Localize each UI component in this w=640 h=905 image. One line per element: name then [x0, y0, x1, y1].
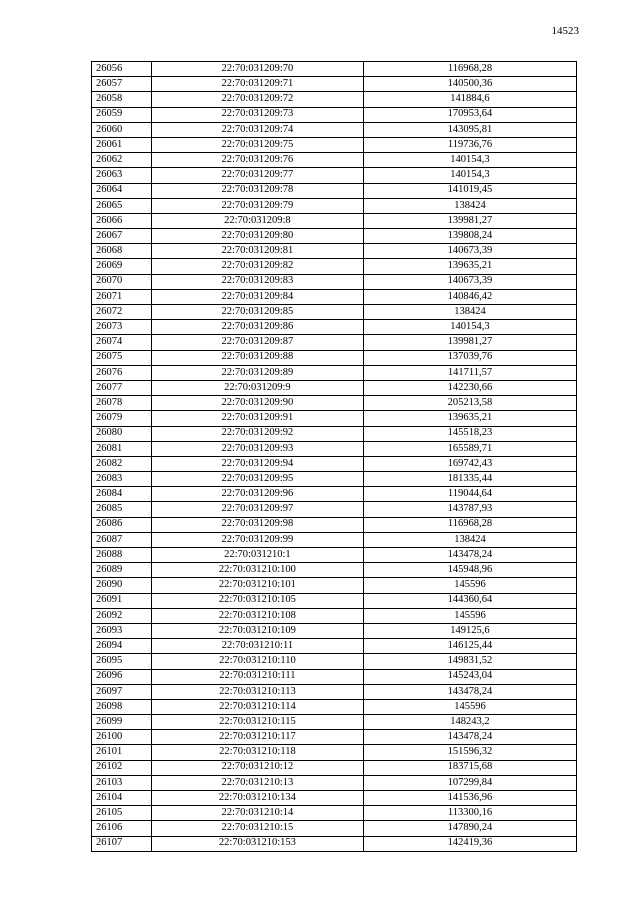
table-row	[92, 578, 577, 593]
value-cell: 142419,36	[363, 836, 576, 851]
table-row	[92, 517, 577, 532]
table-row	[92, 183, 577, 198]
table-row	[92, 380, 577, 395]
cadastral-number-cell: 22:70:031209:73	[151, 107, 363, 122]
cadastral-number-cell: 22:70:031209:71	[151, 77, 363, 92]
table-row	[92, 274, 577, 289]
value-cell: 148243,2	[363, 715, 576, 730]
value-cell: 143478,24	[363, 548, 576, 563]
table-row	[92, 836, 577, 851]
cadastral-number-cell: 22:70:031210:134	[151, 791, 363, 806]
table-row	[92, 350, 577, 365]
row-number-cell: 26057	[92, 77, 152, 92]
cadastral-number-cell: 22:70:031210:114	[151, 699, 363, 714]
cadastral-number-cell: 22:70:031209:9	[151, 380, 363, 395]
row-number-cell: 26065	[92, 198, 152, 213]
value-cell: 144360,64	[363, 593, 576, 608]
row-number-cell: 26073	[92, 320, 152, 335]
table-row	[92, 699, 577, 714]
value-cell: 140154,3	[363, 168, 576, 183]
value-cell: 140673,39	[363, 244, 576, 259]
value-cell: 141884,6	[363, 92, 576, 107]
value-cell: 107299,84	[363, 775, 576, 790]
table-row	[92, 320, 577, 335]
cadastral-number-cell: 22:70:031209:74	[151, 122, 363, 137]
row-number-cell: 26102	[92, 760, 152, 775]
value-cell: 116968,28	[363, 517, 576, 532]
table-row	[92, 396, 577, 411]
value-cell: 145596	[363, 699, 576, 714]
cadastral-number-cell: 22:70:031209:95	[151, 472, 363, 487]
cadastral-number-cell: 22:70:031210:15	[151, 821, 363, 836]
cadastral-number-cell: 22:70:031209:78	[151, 183, 363, 198]
row-number-cell: 26078	[92, 396, 152, 411]
cadastral-number-cell: 22:70:031210:14	[151, 806, 363, 821]
table-row	[92, 548, 577, 563]
cadastral-number-cell: 22:70:031209:70	[151, 62, 363, 77]
table-row	[92, 198, 577, 213]
value-cell: 145596	[363, 608, 576, 623]
row-number-cell: 26094	[92, 639, 152, 654]
table-row	[92, 365, 577, 380]
data-table	[91, 61, 577, 852]
cadastral-number-cell: 22:70:031209:88	[151, 350, 363, 365]
row-number-cell: 26092	[92, 608, 152, 623]
row-number-cell: 26056	[92, 62, 152, 77]
table-row	[92, 563, 577, 578]
cadastral-number-cell: 22:70:031210:109	[151, 623, 363, 638]
value-cell: 169742,43	[363, 456, 576, 471]
value-cell: 113300,16	[363, 806, 576, 821]
value-cell: 116968,28	[363, 62, 576, 77]
cadastral-number-cell: 22:70:031209:8	[151, 213, 363, 228]
value-cell: 145948,96	[363, 563, 576, 578]
row-number-cell: 26081	[92, 441, 152, 456]
row-number-cell: 26095	[92, 654, 152, 669]
cadastral-number-cell: 22:70:031210:113	[151, 684, 363, 699]
table-row	[92, 244, 577, 259]
table-row	[92, 806, 577, 821]
row-number-cell: 26104	[92, 791, 152, 806]
row-number-cell: 26090	[92, 578, 152, 593]
value-cell: 147890,24	[363, 821, 576, 836]
value-cell: 138424	[363, 305, 576, 320]
row-number-cell: 26064	[92, 183, 152, 198]
cadastral-number-cell: 22:70:031209:83	[151, 274, 363, 289]
row-number-cell: 26076	[92, 365, 152, 380]
table-row	[92, 153, 577, 168]
table-row	[92, 77, 577, 92]
value-cell: 181335,44	[363, 472, 576, 487]
table-row	[92, 608, 577, 623]
row-number-cell: 26074	[92, 335, 152, 350]
value-cell: 142230,66	[363, 380, 576, 395]
table-row	[92, 92, 577, 107]
cadastral-number-cell: 22:70:031209:99	[151, 532, 363, 547]
table-row	[92, 745, 577, 760]
row-number-cell: 26067	[92, 229, 152, 244]
value-cell: 149831,52	[363, 654, 576, 669]
value-cell: 141536,96	[363, 791, 576, 806]
cadastral-number-cell: 22:70:031209:82	[151, 259, 363, 274]
row-number-cell: 26085	[92, 502, 152, 517]
value-cell: 170953,64	[363, 107, 576, 122]
row-number-cell: 26072	[92, 305, 152, 320]
value-cell: 119736,76	[363, 137, 576, 152]
row-number-cell: 26080	[92, 426, 152, 441]
table-row	[92, 335, 577, 350]
value-cell: 145243,04	[363, 669, 576, 684]
row-number-cell: 26098	[92, 699, 152, 714]
value-cell: 140673,39	[363, 274, 576, 289]
table-row	[92, 229, 577, 244]
cadastral-number-cell: 22:70:031210:115	[151, 715, 363, 730]
row-number-cell: 26101	[92, 745, 152, 760]
value-cell: 140500,36	[363, 77, 576, 92]
value-cell: 165589,71	[363, 441, 576, 456]
row-number-cell: 26063	[92, 168, 152, 183]
cadastral-number-cell: 22:70:031209:93	[151, 441, 363, 456]
table-row	[92, 289, 577, 304]
value-cell: 205213,58	[363, 396, 576, 411]
table-row	[92, 137, 577, 152]
value-cell: 139981,27	[363, 335, 576, 350]
table-row	[92, 730, 577, 745]
row-number-cell: 26068	[92, 244, 152, 259]
row-number-cell: 26103	[92, 775, 152, 790]
table-row	[92, 791, 577, 806]
table-row	[92, 593, 577, 608]
cadastral-number-cell: 22:70:031209:72	[151, 92, 363, 107]
row-number-cell: 26093	[92, 623, 152, 638]
cadastral-number-cell: 22:70:031209:96	[151, 487, 363, 502]
table-row	[92, 107, 577, 122]
row-number-cell: 26100	[92, 730, 152, 745]
row-number-cell: 26086	[92, 517, 152, 532]
cadastral-number-cell: 22:70:031209:91	[151, 411, 363, 426]
value-cell: 139981,27	[363, 213, 576, 228]
table-row	[92, 426, 577, 441]
value-cell: 151596,32	[363, 745, 576, 760]
table-row	[92, 654, 577, 669]
cadastral-number-cell: 22:70:031209:98	[151, 517, 363, 532]
row-number-cell: 26069	[92, 259, 152, 274]
table-body	[92, 62, 577, 852]
table-row	[92, 441, 577, 456]
cadastral-number-cell: 22:70:031209:84	[151, 289, 363, 304]
row-number-cell: 26087	[92, 532, 152, 547]
cadastral-number-cell: 22:70:031210:108	[151, 608, 363, 623]
cadastral-number-cell: 22:70:031209:90	[151, 396, 363, 411]
table-row	[92, 821, 577, 836]
row-number-cell: 26079	[92, 411, 152, 426]
row-number-cell: 26107	[92, 836, 152, 851]
cadastral-number-cell: 22:70:031210:153	[151, 836, 363, 851]
table-row	[92, 305, 577, 320]
value-cell: 143478,24	[363, 684, 576, 699]
value-cell: 138424	[363, 532, 576, 547]
cadastral-number-cell: 22:70:031209:86	[151, 320, 363, 335]
cadastral-number-cell: 22:70:031210:105	[151, 593, 363, 608]
row-number-cell: 26070	[92, 274, 152, 289]
table-row	[92, 532, 577, 547]
row-number-cell: 26089	[92, 563, 152, 578]
cadastral-number-cell: 22:70:031210:1	[151, 548, 363, 563]
row-number-cell: 26096	[92, 669, 152, 684]
table-row	[92, 715, 577, 730]
row-number-cell: 26062	[92, 153, 152, 168]
cadastral-number-cell: 22:70:031210:12	[151, 760, 363, 775]
table-row	[92, 122, 577, 137]
row-number-cell: 26059	[92, 107, 152, 122]
table-row	[92, 472, 577, 487]
value-cell: 143787,93	[363, 502, 576, 517]
table-row	[92, 259, 577, 274]
row-number-cell: 26058	[92, 92, 152, 107]
table-row	[92, 760, 577, 775]
cadastral-number-cell: 22:70:031209:79	[151, 198, 363, 213]
row-number-cell: 26091	[92, 593, 152, 608]
table-row	[92, 411, 577, 426]
row-number-cell: 26099	[92, 715, 152, 730]
row-number-cell: 26061	[92, 137, 152, 152]
value-cell: 137039,76	[363, 350, 576, 365]
value-cell: 140154,3	[363, 153, 576, 168]
value-cell: 138424	[363, 198, 576, 213]
table-row	[92, 639, 577, 654]
value-cell: 140846,42	[363, 289, 576, 304]
value-cell: 183715,68	[363, 760, 576, 775]
value-cell: 139635,21	[363, 411, 576, 426]
cadastral-number-cell: 22:70:031209:97	[151, 502, 363, 517]
cadastral-number-cell: 22:70:031210:117	[151, 730, 363, 745]
cadastral-number-cell: 22:70:031209:85	[151, 305, 363, 320]
row-number-cell: 26084	[92, 487, 152, 502]
table-row	[92, 669, 577, 684]
value-cell: 141711,57	[363, 365, 576, 380]
table-row	[92, 62, 577, 77]
value-cell: 149125,6	[363, 623, 576, 638]
table-row	[92, 213, 577, 228]
row-number-cell: 26088	[92, 548, 152, 563]
value-cell: 141019,45	[363, 183, 576, 198]
value-cell: 140154,3	[363, 320, 576, 335]
value-cell: 143095,81	[363, 122, 576, 137]
cadastral-number-cell: 22:70:031210:13	[151, 775, 363, 790]
value-cell: 145518,23	[363, 426, 576, 441]
cadastral-number-cell: 22:70:031209:87	[151, 335, 363, 350]
table-row	[92, 487, 577, 502]
table-row	[92, 623, 577, 638]
cadastral-number-cell: 22:70:031210:111	[151, 669, 363, 684]
value-cell: 139635,21	[363, 259, 576, 274]
value-cell: 146125,44	[363, 639, 576, 654]
cadastral-number-cell: 22:70:031209:81	[151, 244, 363, 259]
table-row	[92, 168, 577, 183]
table-row	[92, 684, 577, 699]
row-number-cell: 26071	[92, 289, 152, 304]
value-cell: 139808,24	[363, 229, 576, 244]
cadastral-number-cell: 22:70:031209:75	[151, 137, 363, 152]
table-row	[92, 775, 577, 790]
row-number-cell: 26083	[92, 472, 152, 487]
value-cell: 145596	[363, 578, 576, 593]
page-number: 14523	[551, 25, 579, 37]
value-cell: 143478,24	[363, 730, 576, 745]
cadastral-number-cell: 22:70:031209:76	[151, 153, 363, 168]
row-number-cell: 26106	[92, 821, 152, 836]
row-number-cell: 26066	[92, 213, 152, 228]
row-number-cell: 26075	[92, 350, 152, 365]
cadastral-number-cell: 22:70:031209:77	[151, 168, 363, 183]
cadastral-number-cell: 22:70:031209:92	[151, 426, 363, 441]
value-cell: 119044,64	[363, 487, 576, 502]
cadastral-number-cell: 22:70:031210:11	[151, 639, 363, 654]
cadastral-number-cell: 22:70:031210:110	[151, 654, 363, 669]
cadastral-number-cell: 22:70:031210:118	[151, 745, 363, 760]
cadastral-number-cell: 22:70:031210:100	[151, 563, 363, 578]
row-number-cell: 26082	[92, 456, 152, 471]
table-row	[92, 456, 577, 471]
cadastral-number-cell: 22:70:031209:94	[151, 456, 363, 471]
row-number-cell: 26097	[92, 684, 152, 699]
row-number-cell: 26105	[92, 806, 152, 821]
table-row	[92, 502, 577, 517]
cadastral-number-cell: 22:70:031210:101	[151, 578, 363, 593]
cadastral-number-cell: 22:70:031209:80	[151, 229, 363, 244]
cadastral-number-cell: 22:70:031209:89	[151, 365, 363, 380]
row-number-cell: 26077	[92, 380, 152, 395]
row-number-cell: 26060	[92, 122, 152, 137]
